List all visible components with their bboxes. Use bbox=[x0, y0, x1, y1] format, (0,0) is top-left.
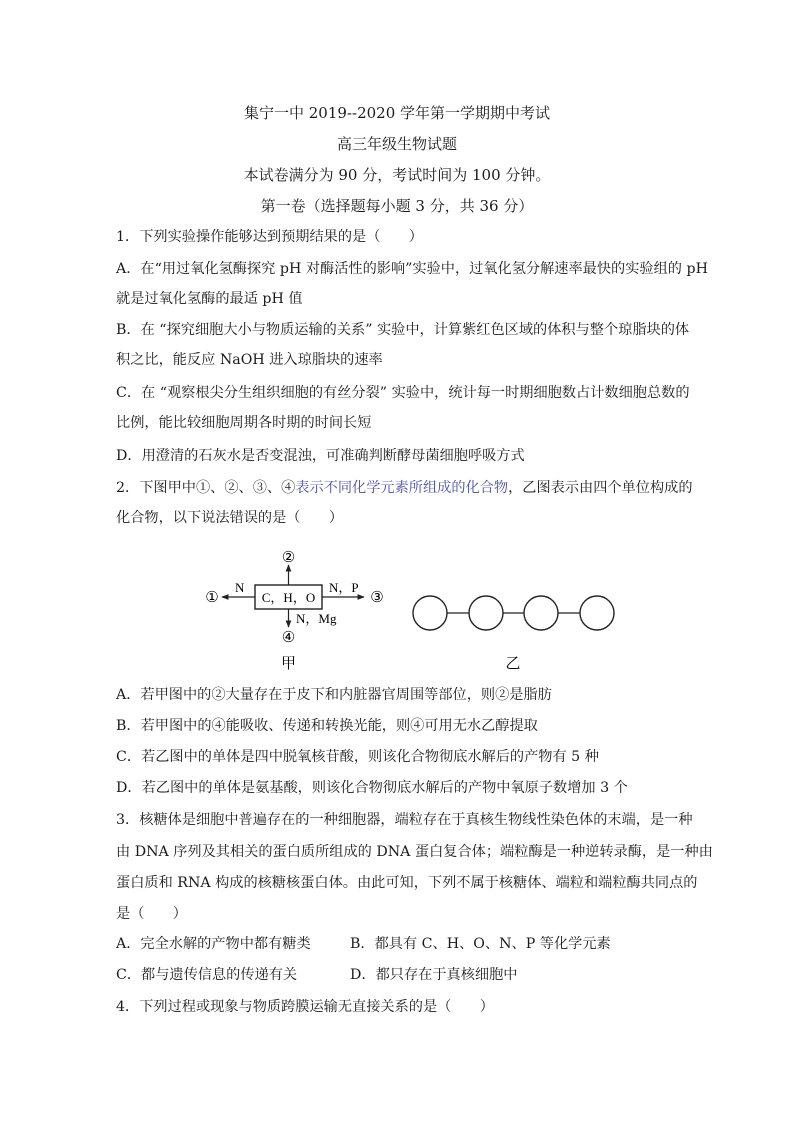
figure-jia bbox=[205, 548, 383, 672]
q3-stem-line2: 由 DNA 序列及其相关的蛋白质所组成的 DNA 蛋白复合体；端粒酶是一种逆转录酶，是一种由 bbox=[116, 844, 713, 860]
q3-stem-line4: 是（ ） bbox=[116, 906, 187, 922]
compound-4: ④ bbox=[281, 628, 296, 646]
element-box-label: C，H，O bbox=[261, 590, 316, 605]
monomer-2 bbox=[469, 596, 503, 630]
q2-option-b: B．若甲图中的④能吸收、传递和转换光能，则④可用无水乙醇提取 bbox=[116, 718, 538, 734]
q2-stem-post: ，乙图表示由四个单位构成的 bbox=[508, 480, 693, 496]
compound-1: ① bbox=[205, 588, 219, 606]
q1-option-b-line2: 积之比，能反应 NaOH 进入琼脂块的速率 bbox=[116, 352, 383, 368]
label-nmg-bottom: N，Mg bbox=[296, 611, 337, 626]
q1-option-d: D．用澄清的石灰水是否变混浊，可准确判断酵母菌细胞呼吸方式 bbox=[116, 448, 525, 464]
q3-option-c: C．都与遗传信息的传递有关 bbox=[116, 967, 298, 983]
exam-subtitle: 高三年级生物试题 bbox=[336, 135, 457, 153]
q2-figure bbox=[198, 545, 628, 675]
q3-option-a: A．完全水解的产物中都有糖类 bbox=[116, 936, 311, 952]
label-np-right: N，P bbox=[329, 580, 359, 595]
q3-stem-line1: 3．核糖体是细胞中普遍存在的一种细胞器，端粒存在于真核生物线性染色体的末端，是一种 bbox=[116, 812, 693, 828]
q3-option-b: B．都具有 C、H、O、N、P 等化学元素 bbox=[350, 936, 611, 952]
q2-stem-highlight: 表示不同化学元素所组成的化合物 bbox=[295, 480, 509, 496]
monomer-4 bbox=[580, 596, 614, 630]
q1-option-c-line1: C．在 “观察根尖分生组织细胞的有丝分裂” 实验中，统计每一时期细胞数占计数细胞总数的 bbox=[116, 385, 690, 401]
q3-options-row2 bbox=[116, 960, 696, 990]
q2-option-a: A．若甲图中的②大量存在于皮下和内脏器官周围等部位，则②是脂肪 bbox=[116, 687, 552, 703]
q3-option-d: D．都只存在于真核细胞中 bbox=[350, 967, 518, 983]
q1-option-c-line2: 比例，能比较细胞周期各时期的时间长短 bbox=[116, 415, 372, 431]
q1-option-b-line1: B．在 “探究细胞大小与物质运输的关系” 实验中，计算紫红色区域的体积与整个琼脂块的体 bbox=[116, 322, 690, 338]
q2-option-d: D．若乙图中的单体是氨基酸，则该化合物彻底水解后的产物中氧原子数增加 3 个 bbox=[116, 780, 628, 796]
q1-option-a-line1: A．在“用过氧化氢酶探究 pH 对酶活性的影响”实验中，过氧化氢分解速率最快的实验组的 pH bbox=[116, 261, 708, 277]
monomer-3 bbox=[524, 596, 558, 630]
q1-stem: 1．下列实验操作能够达到预期结果的是（ ） bbox=[116, 229, 423, 245]
q3-stem-line3: 蛋白质和 RNA 构成的核糖核蛋白体。由此可知，下列不属于核糖体、端粒和端粒酶共同点的 bbox=[116, 875, 698, 891]
exam-title: 集宁一中 2019--2020 学年第一学期期中考试 bbox=[243, 104, 551, 122]
figure-yi bbox=[413, 596, 614, 672]
label-n-left: N bbox=[235, 580, 245, 595]
q4-stem: 4．下列过程或现象与物质跨膜运输无直接关系的是（ ） bbox=[116, 999, 494, 1015]
exam-info: 本试卷满分为 90 分，考试时间为 100 分钟。 bbox=[243, 166, 551, 184]
q3-options-row1 bbox=[116, 929, 696, 959]
q2-stem-line1 bbox=[116, 473, 696, 503]
q2-stem-line2: 化合物，以下说法错误的是（ ） bbox=[116, 510, 344, 526]
compound-2: ② bbox=[281, 548, 296, 566]
compound-3: ③ bbox=[370, 588, 384, 606]
q2-option-c: C．若乙图中的单体是四中脱氧核苷酸，则该化合物彻底水解后的产物有 5 种 bbox=[116, 749, 599, 765]
q1-option-a-line2: 就是过氧化氢酶的最适 pH 值 bbox=[116, 291, 303, 307]
q2-stem-pre: 2．下图甲中①、②、③、④ bbox=[116, 480, 296, 496]
figure-label-jia: 甲 bbox=[280, 654, 297, 672]
section-heading: 第一卷（选择题每小题 3 分，共 36 分） bbox=[260, 197, 534, 215]
figure-label-yi: 乙 bbox=[505, 654, 521, 672]
monomer-1 bbox=[413, 596, 447, 630]
